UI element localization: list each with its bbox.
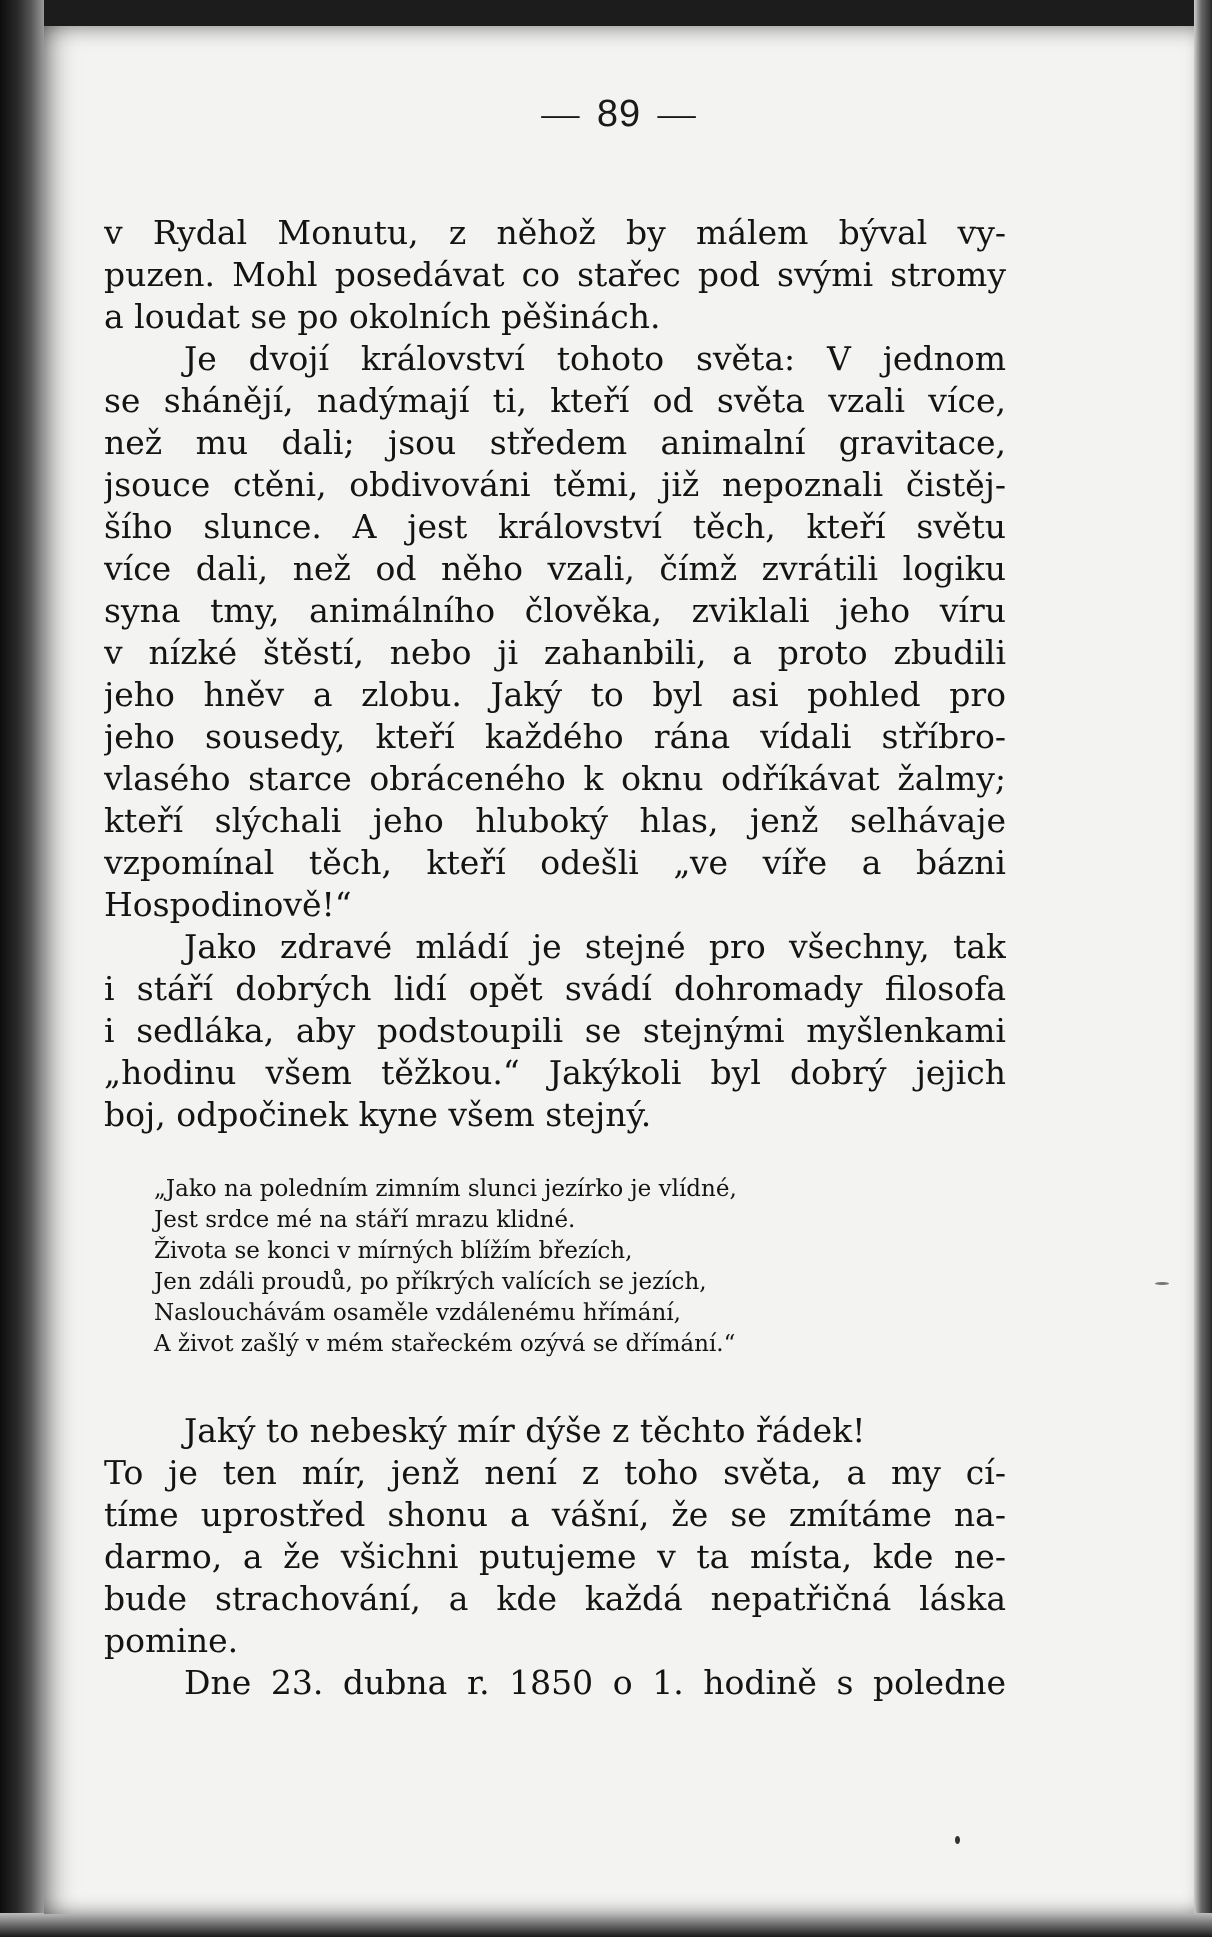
ink-speck [955,1836,960,1844]
text-line: se shánějí, nadýmají ti, kteří od světa vzali více, [104,381,1006,420]
poem-verse: Jen zdáli proudů, po příkrých valících se jezích, [154,1269,707,1295]
text-line: i sedláka, aby podstoupili se stejnými myšlenkami [104,1011,1006,1050]
text-line: jeho hněv a zlobu. Jaký to byl asi pohled pro [104,675,1006,714]
text-line: Dne 23. dubna r. 1850 o 1. hodině s poledne [184,1663,1006,1702]
text-line: Je dvojí království tohoto světa: V jednom [184,339,1006,378]
page-number-value: 89 [596,93,642,135]
book-spine-shadow [0,0,44,1937]
text-line: v Rydal Monutu, z něhož by málem býval vy- [104,213,1006,252]
text-line: v nízké štěstí, nebo ji zahanbili, a proto zbudili [104,633,1006,672]
text-line: puzen. Mohl posedávat co stařec pod svými stromy [104,255,1006,294]
poem-verse: Naslouchávám osaměle vzdálenému hřímání, [154,1300,681,1326]
poem-verse: Života se konci v mírných blížím březích, [154,1238,633,1264]
text-line: vlasého starce obráceného k oknu odříkávat žalmy; [104,759,1006,798]
text-line: syna tmy, animálního člověka, zviklali jeho víru [104,591,1006,630]
text-line: pomine. [104,1621,239,1660]
ink-speck [1155,1282,1169,1285]
body-text [104,212,1006,1136]
text-line: více dali, než od něho vzali, čímž zvrátili logiku [104,549,1006,588]
text-line: i stáří dobrých lidí opět svádí dohromady filosofa [104,969,1006,1008]
text-line: boj, odpočinek kyne všem stejný. [104,1095,652,1134]
text-line: vzpomínal těch, kteří odešli „ve víře a bázni [104,843,1006,882]
text-line: kteří slýchali jeho hluboký hlas, jenž selhávaje [104,801,1006,840]
closing-text [104,1410,1006,1704]
page-edge-shadow [1194,0,1212,1937]
text-line: Jaký to nebeský mír dýše z těchto řádek! [184,1411,866,1450]
text-line: a loudat se po okolních pěšinách. [104,297,661,336]
page-number [44,92,1194,136]
text-line: tíme uprostřed shonu a vášní, že se zmítáme na- [104,1495,1006,1534]
text-line: jeho sousedy, kteří každého rána vídali stříbro- [104,717,1006,756]
text-line: To je ten mír, jenž není z toho světa, a my cí- [104,1453,1006,1492]
poem-verse: „Jako na poledním zimním slunci jezírko je vlídné, [154,1176,737,1202]
text-line: jsouce ctěni, obdivováni těmi, již nepoznali čistěj- [104,465,1006,504]
page-number-dash-right: — [657,93,697,135]
bottom-edge-shadow [0,1913,1212,1937]
text-line: bude strachování, a kde každá nepatřičná láska [104,1579,1006,1618]
text-line: šího slunce. A jest království těch, kteří světu [104,507,1006,546]
text-line: Hospodinově!“ [104,885,352,924]
page-number-dash-left: — [541,93,581,135]
poem-verse: Jest srdce mé na stáří mrazu klidné. [154,1207,576,1233]
text-line: než mu dali; jsou středem animalní gravitace, [104,423,1006,462]
text-line: darmo, a že všichni putujeme v ta místa, kde ne- [104,1537,1006,1576]
text-line: Jako zdravé mládí je stejné pro všechny, tak [184,927,1006,966]
poem-quote [154,1174,1014,1360]
poem-verse: A život zašlý v mém stařeckém ozývá se dřímání.“ [154,1331,736,1357]
text-line: „hodinu všem těžkou.“ Jakýkoli byl dobrý jejich [104,1053,1006,1092]
